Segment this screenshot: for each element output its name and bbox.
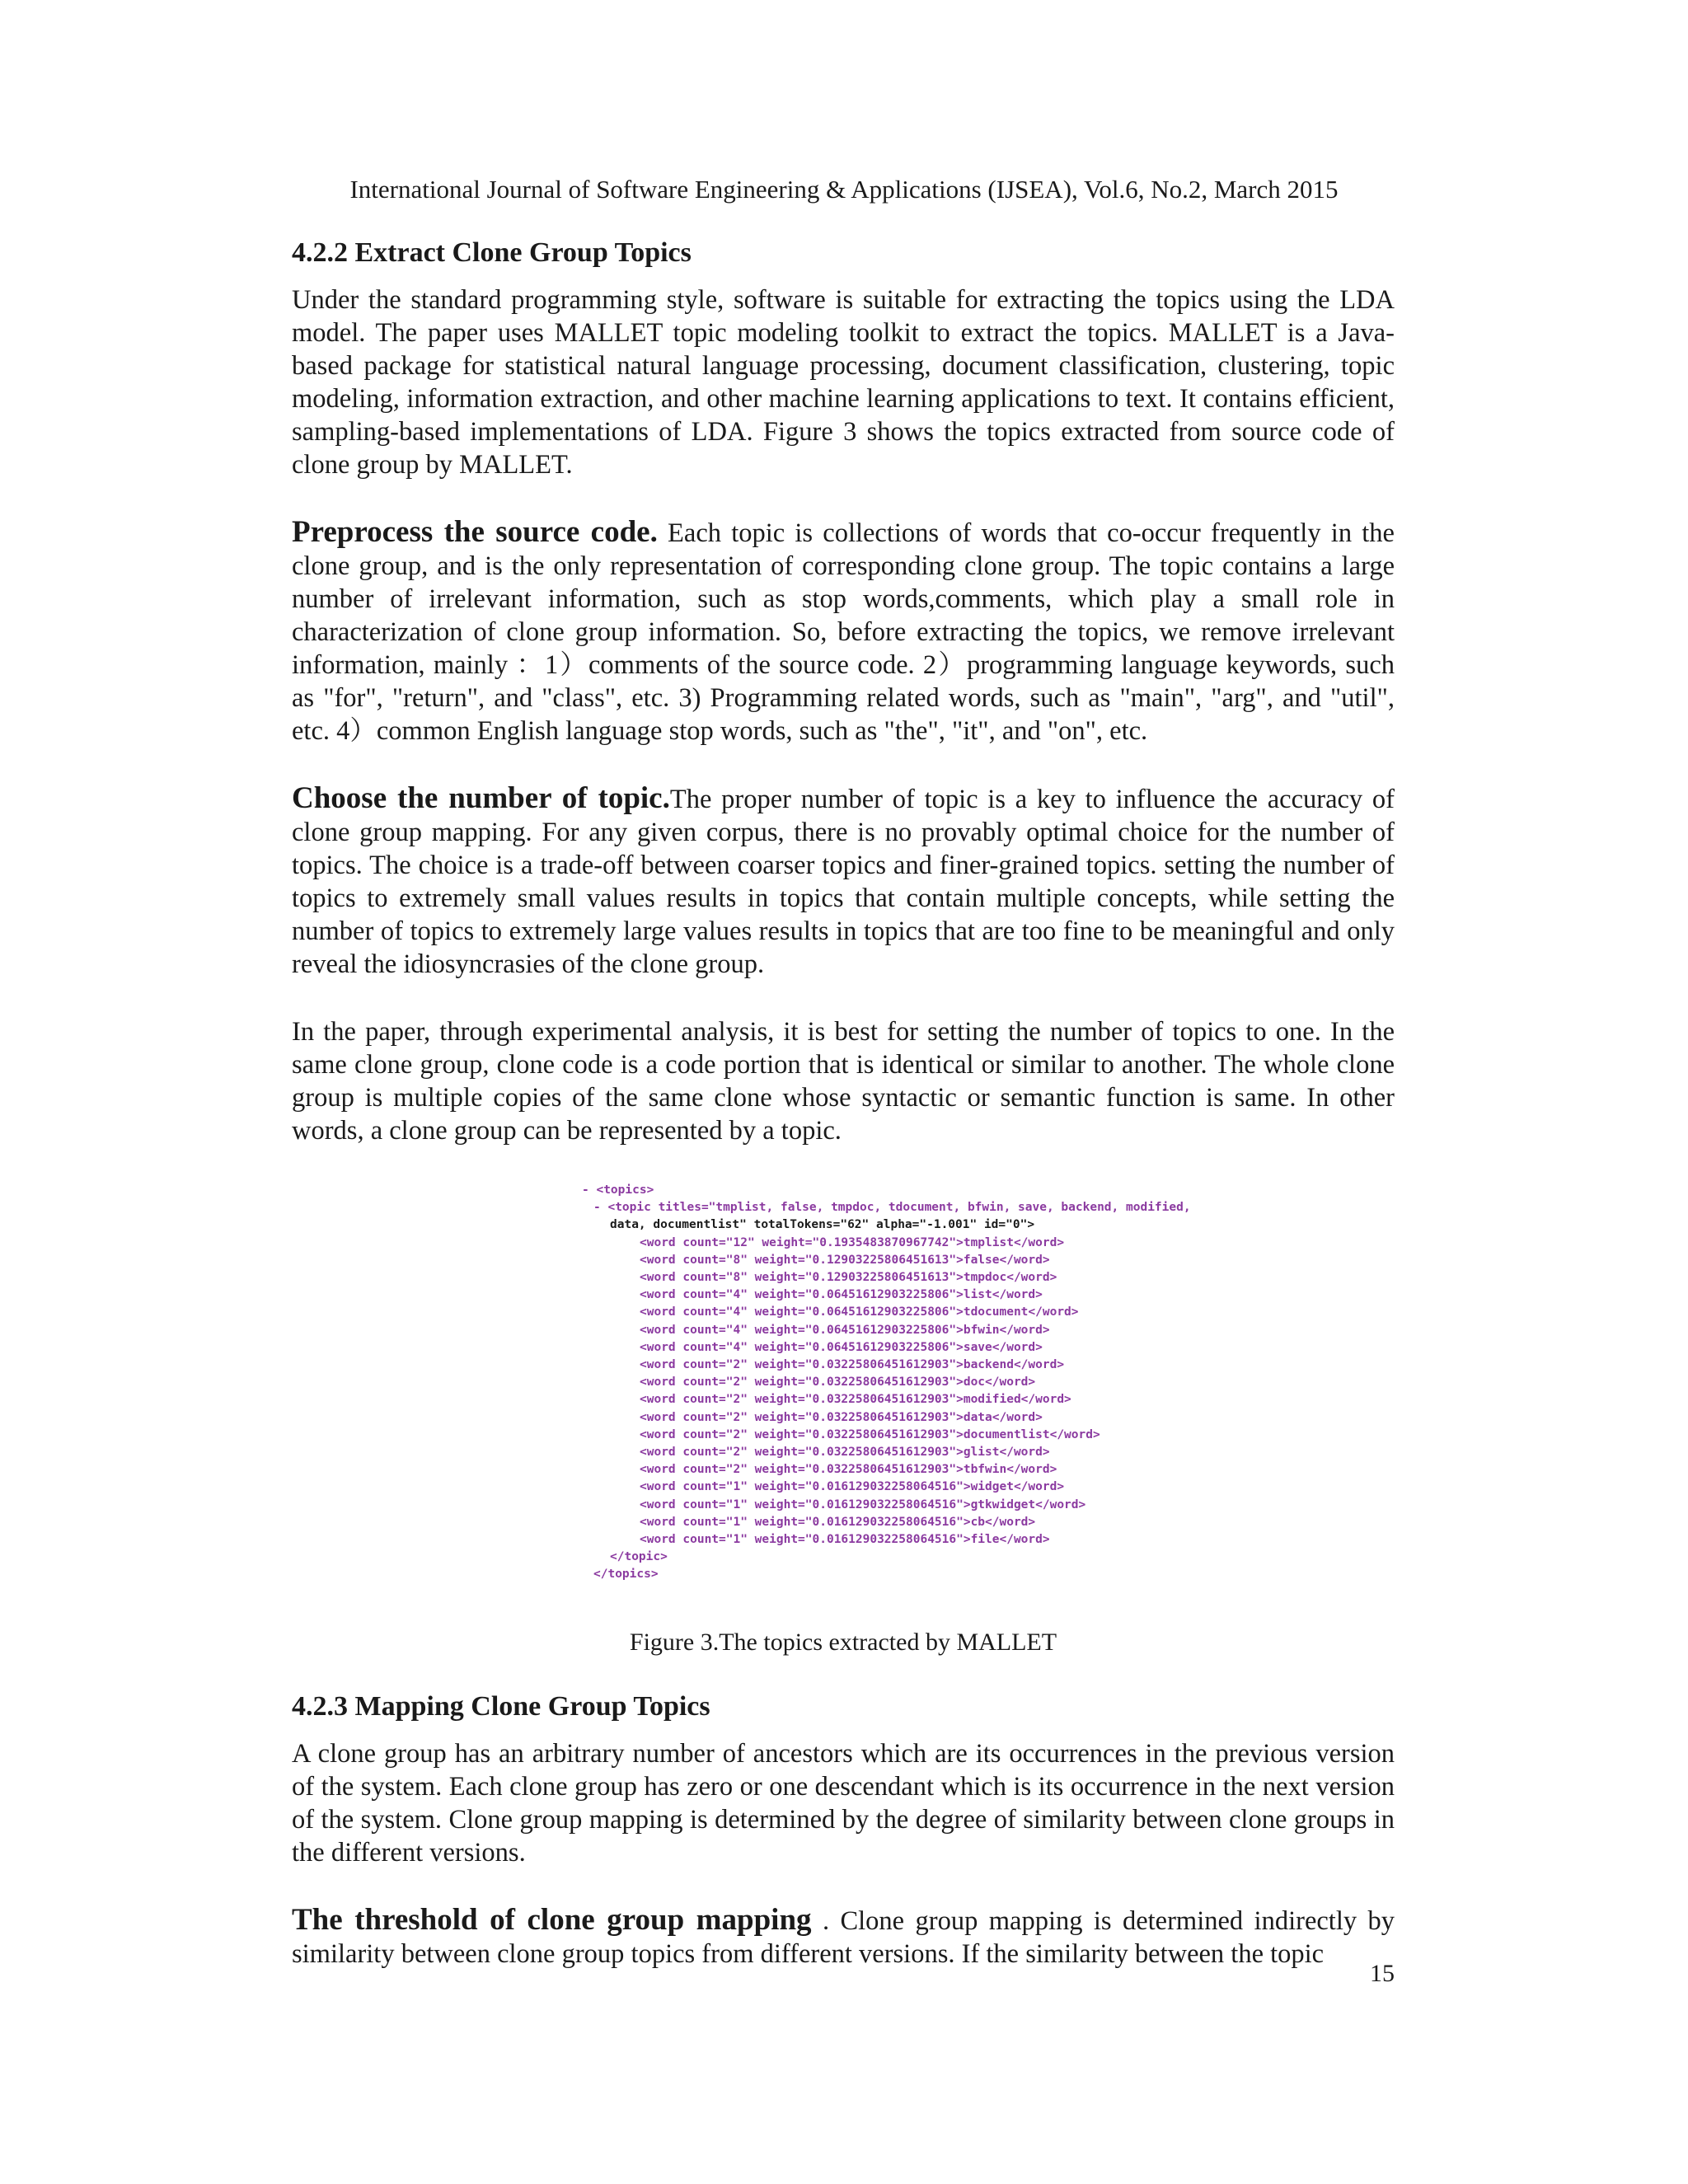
xml-word-line: <word count="2" weight="0.03225806451612903">modified</word> — [640, 1393, 1071, 1407]
xml-word-line: <word count="12" weight="0.1935483870967742">tmplist</word> — [640, 1235, 1065, 1249]
xml-line-topics-open: - <topics> — [582, 1183, 654, 1197]
xml-word-line: <word count="2" weight="0.03225806451612903">backend</word> — [640, 1358, 1065, 1372]
journal-header: International Journal of Software Engineering & Applications (IJSEA), Vol.6, No.2, March 2015 — [349, 175, 1339, 204]
figure-3 — [292, 1182, 1395, 1657]
threshold-paragraph — [292, 1904, 1395, 1971]
mallet-xml-listing — [582, 1182, 1395, 1584]
preprocess-paragraph — [292, 516, 1395, 748]
preprocess-text: Each topic is collections of words that co-occur frequently in the clone group, and is the only representation of corresponding clone group. The topic contains a large number of irrelevant information, such as stop words,comments, which play a small role in characterization of clone group information. So, before extracting the topics, we remove irrelevant information, mainly ：1）comments of the source code. 2）programming language keywords, such as "for", "return", and "class", etc. 3) Programming related words, such as "main", "arg", and "util", etc. 4）common English language stop words, such as "the", "it", and "on", etc. — [292, 518, 1395, 746]
xml-word-line: <word count="2" weight="0.03225806451612903">doc</word> — [640, 1376, 1036, 1390]
section-4-2-2-paragraph: Under the standard programming style, software is suitable for extracting the topics using the LDA model. The paper uses MALLET topic modeling toolkit to extract the topics. MALLET is a Java-based package for statistical natural language processing, document classification, clustering, topic modeling, information extraction, and other machine learning applications to text. It contains efficient, sampling-based implementations of LDA. Figure 3 shows the topics extracted from source code of clone group by MALLET. — [292, 285, 1395, 480]
xml-word-line: <word count="2" weight="0.03225806451612903">data</word> — [640, 1410, 1043, 1424]
xml-word-line: <word count="1" weight="0.016129032258064516">cb</word> — [640, 1515, 1036, 1529]
experiment-paragraph: In the paper, through experimental analysis, it is best for setting the number of topics to one. In the same clone group, clone code is a code portion that is identical or similar to another. The whole clone group is multiple copies of the same clone whose syntactic or semantic function is same. In other words, a clone group can be represented by a topic. — [292, 1017, 1395, 1146]
page-content — [292, 231, 1395, 1971]
xml-word-line: <word count="4" weight="0.06451612903225806">save</word> — [640, 1340, 1043, 1354]
xml-word-line: <word count="4" weight="0.06451612903225806">tdocument</word> — [640, 1305, 1079, 1319]
xml-word-line: <word count="1" weight="0.016129032258064516">file</word> — [640, 1533, 1050, 1547]
section-4-2-2-heading: 4.2.2 Extract Clone Group Topics — [292, 237, 692, 268]
section-4-2-3-heading: 4.2.3 Mapping Clone Group Topics — [292, 1690, 710, 1722]
choose-paragraph — [292, 782, 1395, 981]
xml-word-line: <word count="8" weight="0.12903225806451613">tmpdoc</word> — [640, 1271, 1057, 1285]
xml-word-line: <word count="2" weight="0.03225806451612903">documentlist</word> — [640, 1427, 1100, 1441]
xml-line-topic-open-1: - <topic titles="tmplist, false, tmpdoc, tdocument, bfwin, save, backend, modified, — [593, 1201, 1191, 1215]
xml-line-topic-close: </topic> — [610, 1550, 668, 1564]
xml-word-line: <word count="2" weight="0.03225806451612903">glist</word> — [640, 1446, 1050, 1460]
xml-word-line: <word count="1" weight="0.016129032258064516">widget</word> — [640, 1480, 1065, 1494]
xml-word-line: <word count="2" weight="0.03225806451612903">tbfwin</word> — [640, 1463, 1057, 1477]
xml-word-line: <word count="4" weight="0.06451612903225806">bfwin</word> — [640, 1323, 1050, 1337]
choose-lead: Choose the number of topic. — [292, 781, 670, 815]
xml-line-topic-open-2: data, documentlist" totalTokens="62" alpha="-1.001" id="0"> — [610, 1218, 1035, 1232]
section-4-2-3-paragraph: A clone group has an arbitrary number of ancestors which are its occurrences in the previous version of the system. Each clone group has zero or one descendant which is its occurrence in the next version of the system. Clone group mapping is determined by the degree of similarity between clone groups in the different versions. — [292, 1738, 1395, 1868]
xml-word-lines — [582, 1235, 1395, 1549]
preprocess-lead: Preprocess the source code. — [292, 515, 658, 549]
threshold-text: . Clone group mapping is determined indirectly by similarity between clone group topics from different versions. If the similarity between the topic — [292, 1905, 1395, 1969]
threshold-lead: The threshold of clone group mapping — [292, 1902, 812, 1937]
xml-word-line: <word count="8" weight="0.12903225806451613">false</word> — [640, 1253, 1050, 1267]
xml-word-line: <word count="4" weight="0.06451612903225806">list</word> — [640, 1288, 1043, 1302]
xml-word-line: <word count="1" weight="0.016129032258064516">gtkwidget</word> — [640, 1497, 1086, 1511]
figure-3-caption: Figure 3.The topics extracted by MALLET — [629, 1628, 1057, 1656]
xml-line-topics-close: </topics> — [593, 1568, 659, 1582]
page-number: 15 — [1370, 1960, 1395, 1987]
choose-text: The proper number of topic is a key to influence the accuracy of clone group mapping. For any given corpus, there is no provably optimal choice for the number of topics. The choice is a trade-off between coarser topics and finer-grained topics. setting the number of topics to extremely small values results in topics that contain multiple concepts, while setting the number of topics to extremely large values results in topics that are too fine to be meaningful and only reveal the idiosyncrasies of the clone group. — [292, 785, 1395, 979]
